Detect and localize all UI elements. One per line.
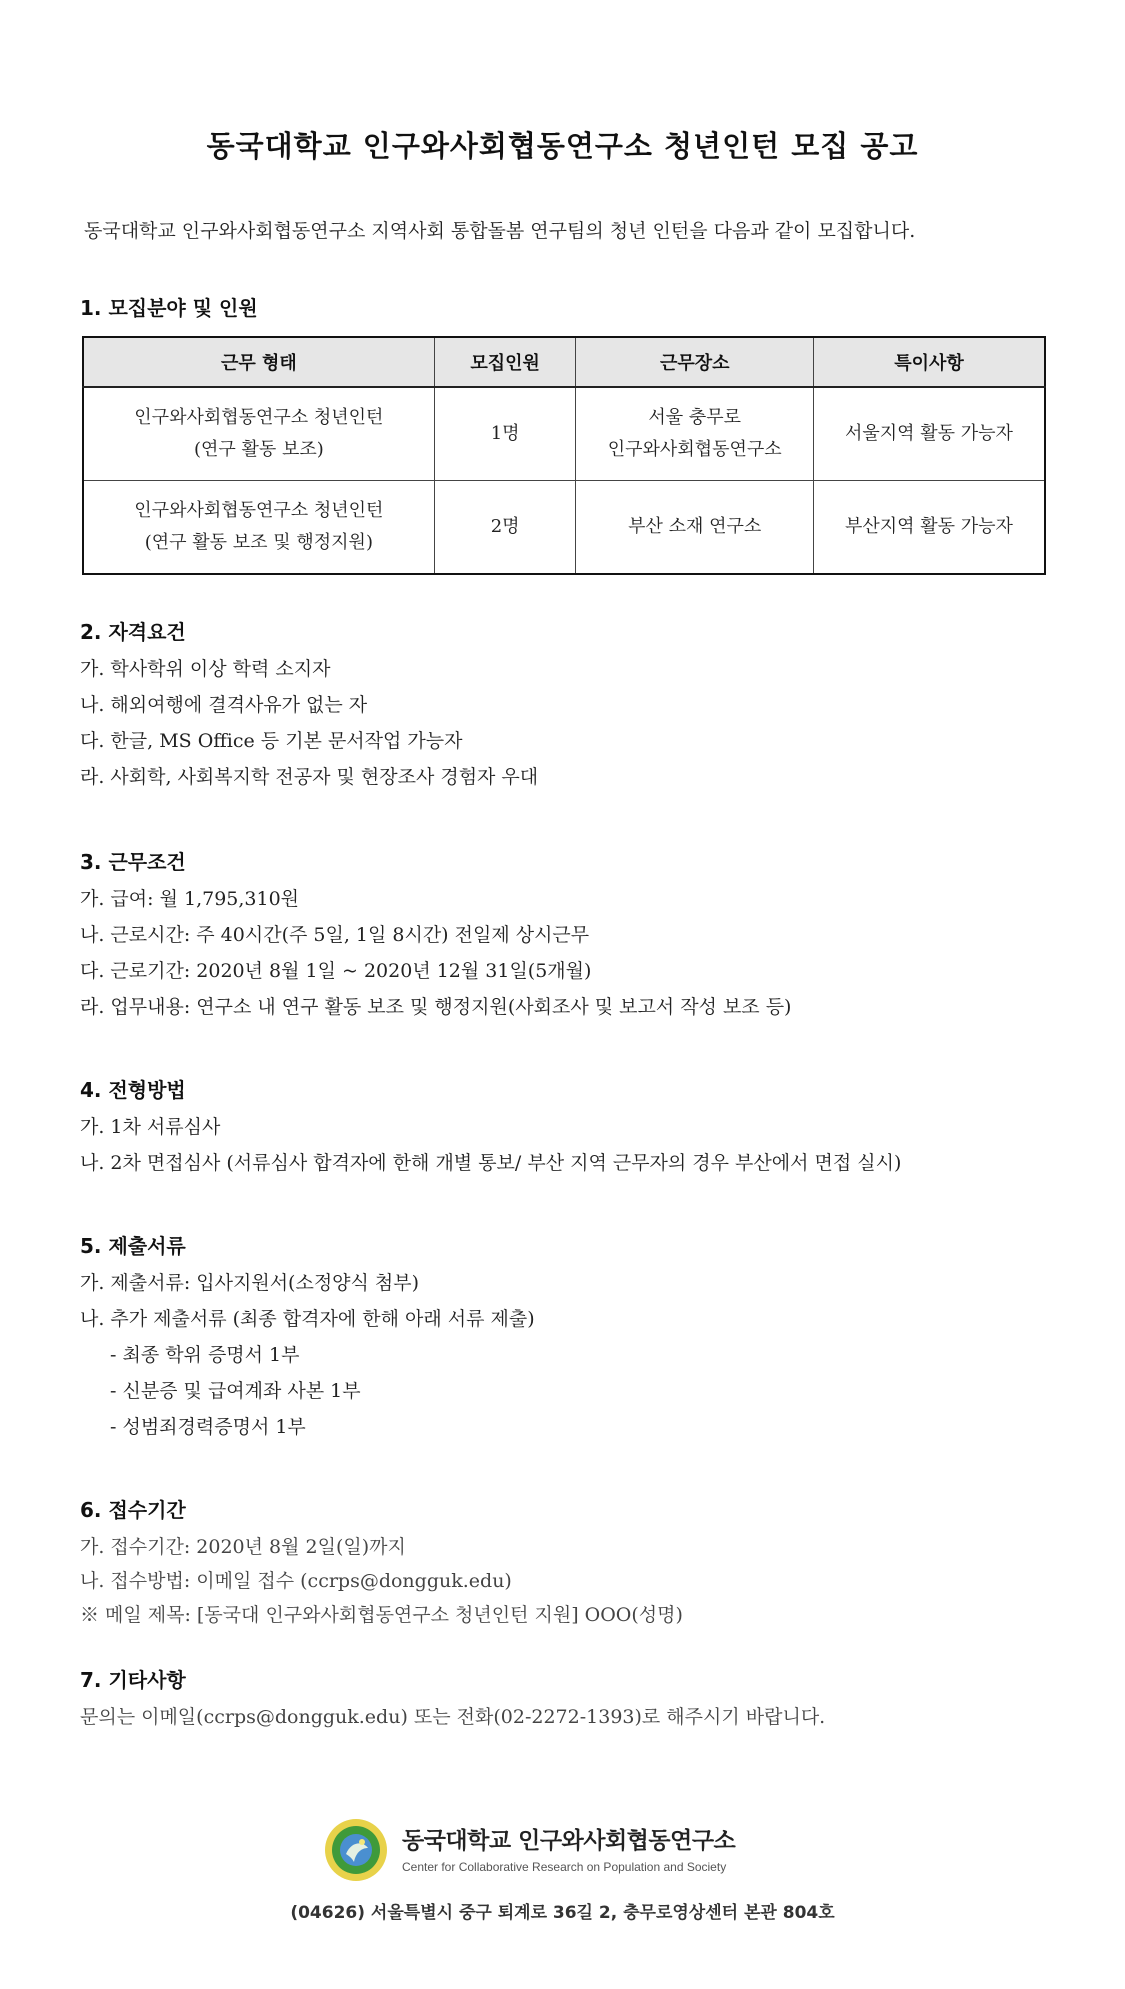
work-type-line1: 인구와사회협동연구소 청년인턴 (134, 407, 384, 428)
section5-heading: 5. 제출서류 (80, 1234, 186, 1258)
work-type-line1: 인구와사회협동연구소 청년인턴 (134, 500, 384, 521)
header-note: 특이사항 (813, 337, 1045, 387)
cell-count: 2명 (434, 481, 576, 575)
cell-note: 부산지역 활동 가능자 (813, 481, 1045, 575)
selection-item: 가. 1차 서류심사 (80, 1116, 221, 1138)
table-header-row (83, 337, 1045, 387)
document-subitem: - 신분증 및 급여계좌 사본 1부 (110, 1380, 361, 1402)
section1-heading: 1. 모집분야 및 인원 (80, 296, 258, 320)
section2-heading: 2. 자격요건 (80, 620, 186, 644)
cell-work-type (83, 481, 434, 575)
place-line1: 서울 충무로 (648, 407, 742, 428)
qualification-item: 다. 한글, MS Office 등 기본 문서작업 가능자 (80, 730, 463, 752)
institute-name: 동국대학교 인구와사회협동연구소 (402, 1828, 736, 1854)
institute-name-en: Center for Collaborative Research on Population and Society (402, 1860, 727, 1874)
institute-address: (04626) 서울특별시 중구 퇴계로 36길 2, 충무로영상센터 본관 804호 (290, 1903, 835, 1923)
application-item: 나. 접수방법: 이메일 접수 (ccrps@dongguk.edu) (80, 1570, 512, 1592)
document-subitem: - 성범죄경력증명서 1부 (110, 1416, 306, 1438)
header-work-type: 근무 형태 (83, 337, 434, 387)
section3-heading: 3. 근무조건 (80, 850, 186, 874)
qualification-item: 나. 해외여행에 결격사유가 없는 자 (80, 694, 368, 716)
condition-item: 가. 급여: 월 1,795,310원 (80, 888, 300, 910)
page-title: 동국대학교 인구와사회협동연구소 청년인턴 모집 공고 (206, 129, 919, 163)
selection-item: 나. 2차 면접심사 (서류심사 합격자에 한해 개별 통보/ 부산 지역 근무자의 경우 부산에서 면접 실시) (80, 1152, 902, 1174)
section4-heading: 4. 전형방법 (80, 1078, 186, 1102)
cell-count: 1명 (434, 387, 576, 481)
cell-place (576, 387, 814, 481)
condition-item: 나. 근로시간: 주 40시간(주 5일, 1일 8시간) 전일제 상시근무 (80, 924, 590, 946)
intro-text: 동국대학교 인구와사회협동연구소 지역사회 통합돌봄 연구팀의 청년 인턴을 다음과 같이 모집합니다. (84, 220, 916, 242)
header-count: 모집인원 (434, 337, 576, 387)
condition-item: 다. 근로기간: 2020년 8월 1일 ~ 2020년 12월 31일(5개월) (80, 960, 592, 982)
application-item: 가. 접수기간: 2020년 8월 2일(일)까지 (80, 1536, 406, 1558)
contact-text: 문의는 이메일(ccrps@dongguk.edu) 또는 전화(02-2272-1393)로 해주시기 바랍니다. (80, 1706, 826, 1728)
institute-logo-icon (324, 1818, 388, 1882)
section6-heading: 6. 접수기간 (80, 1498, 186, 1522)
application-note: ※ 메일 제목: [동국대 인구와사회협동연구소 청년인턴 지원] OOO(성명) (80, 1604, 683, 1626)
condition-item: 라. 업무내용: 연구소 내 연구 활동 보조 및 행정지원(사회조사 및 보고서 작성 보조 등) (80, 996, 792, 1018)
cell-note: 서울지역 활동 가능자 (813, 387, 1045, 481)
place-line2: 인구와사회협동연구소 (607, 439, 782, 460)
qualification-item: 라. 사회학, 사회복지학 전공자 및 현장조사 경험자 우대 (80, 766, 539, 788)
document-item: 나. 추가 제출서류 (최종 합격자에 한해 아래 서류 제출) (80, 1308, 535, 1330)
section7-heading: 7. 기타사항 (80, 1668, 186, 1692)
document-item: 가. 제출서류: 입사지원서(소정양식 첨부) (80, 1272, 420, 1294)
document-subitem: - 최종 학위 증명서 1부 (110, 1344, 300, 1366)
table-row (83, 481, 1045, 575)
work-type-line2: (연구 활동 보조 및 행정지원) (144, 532, 373, 553)
qualification-item: 가. 학사학위 이상 학력 소지자 (80, 658, 331, 680)
header-place: 근무장소 (576, 337, 814, 387)
cell-place: 부산 소재 연구소 (576, 481, 814, 575)
work-type-line2: (연구 활동 보조) (193, 439, 324, 460)
cell-work-type (83, 387, 434, 481)
recruitment-table (82, 336, 1046, 575)
table-row (83, 387, 1045, 481)
